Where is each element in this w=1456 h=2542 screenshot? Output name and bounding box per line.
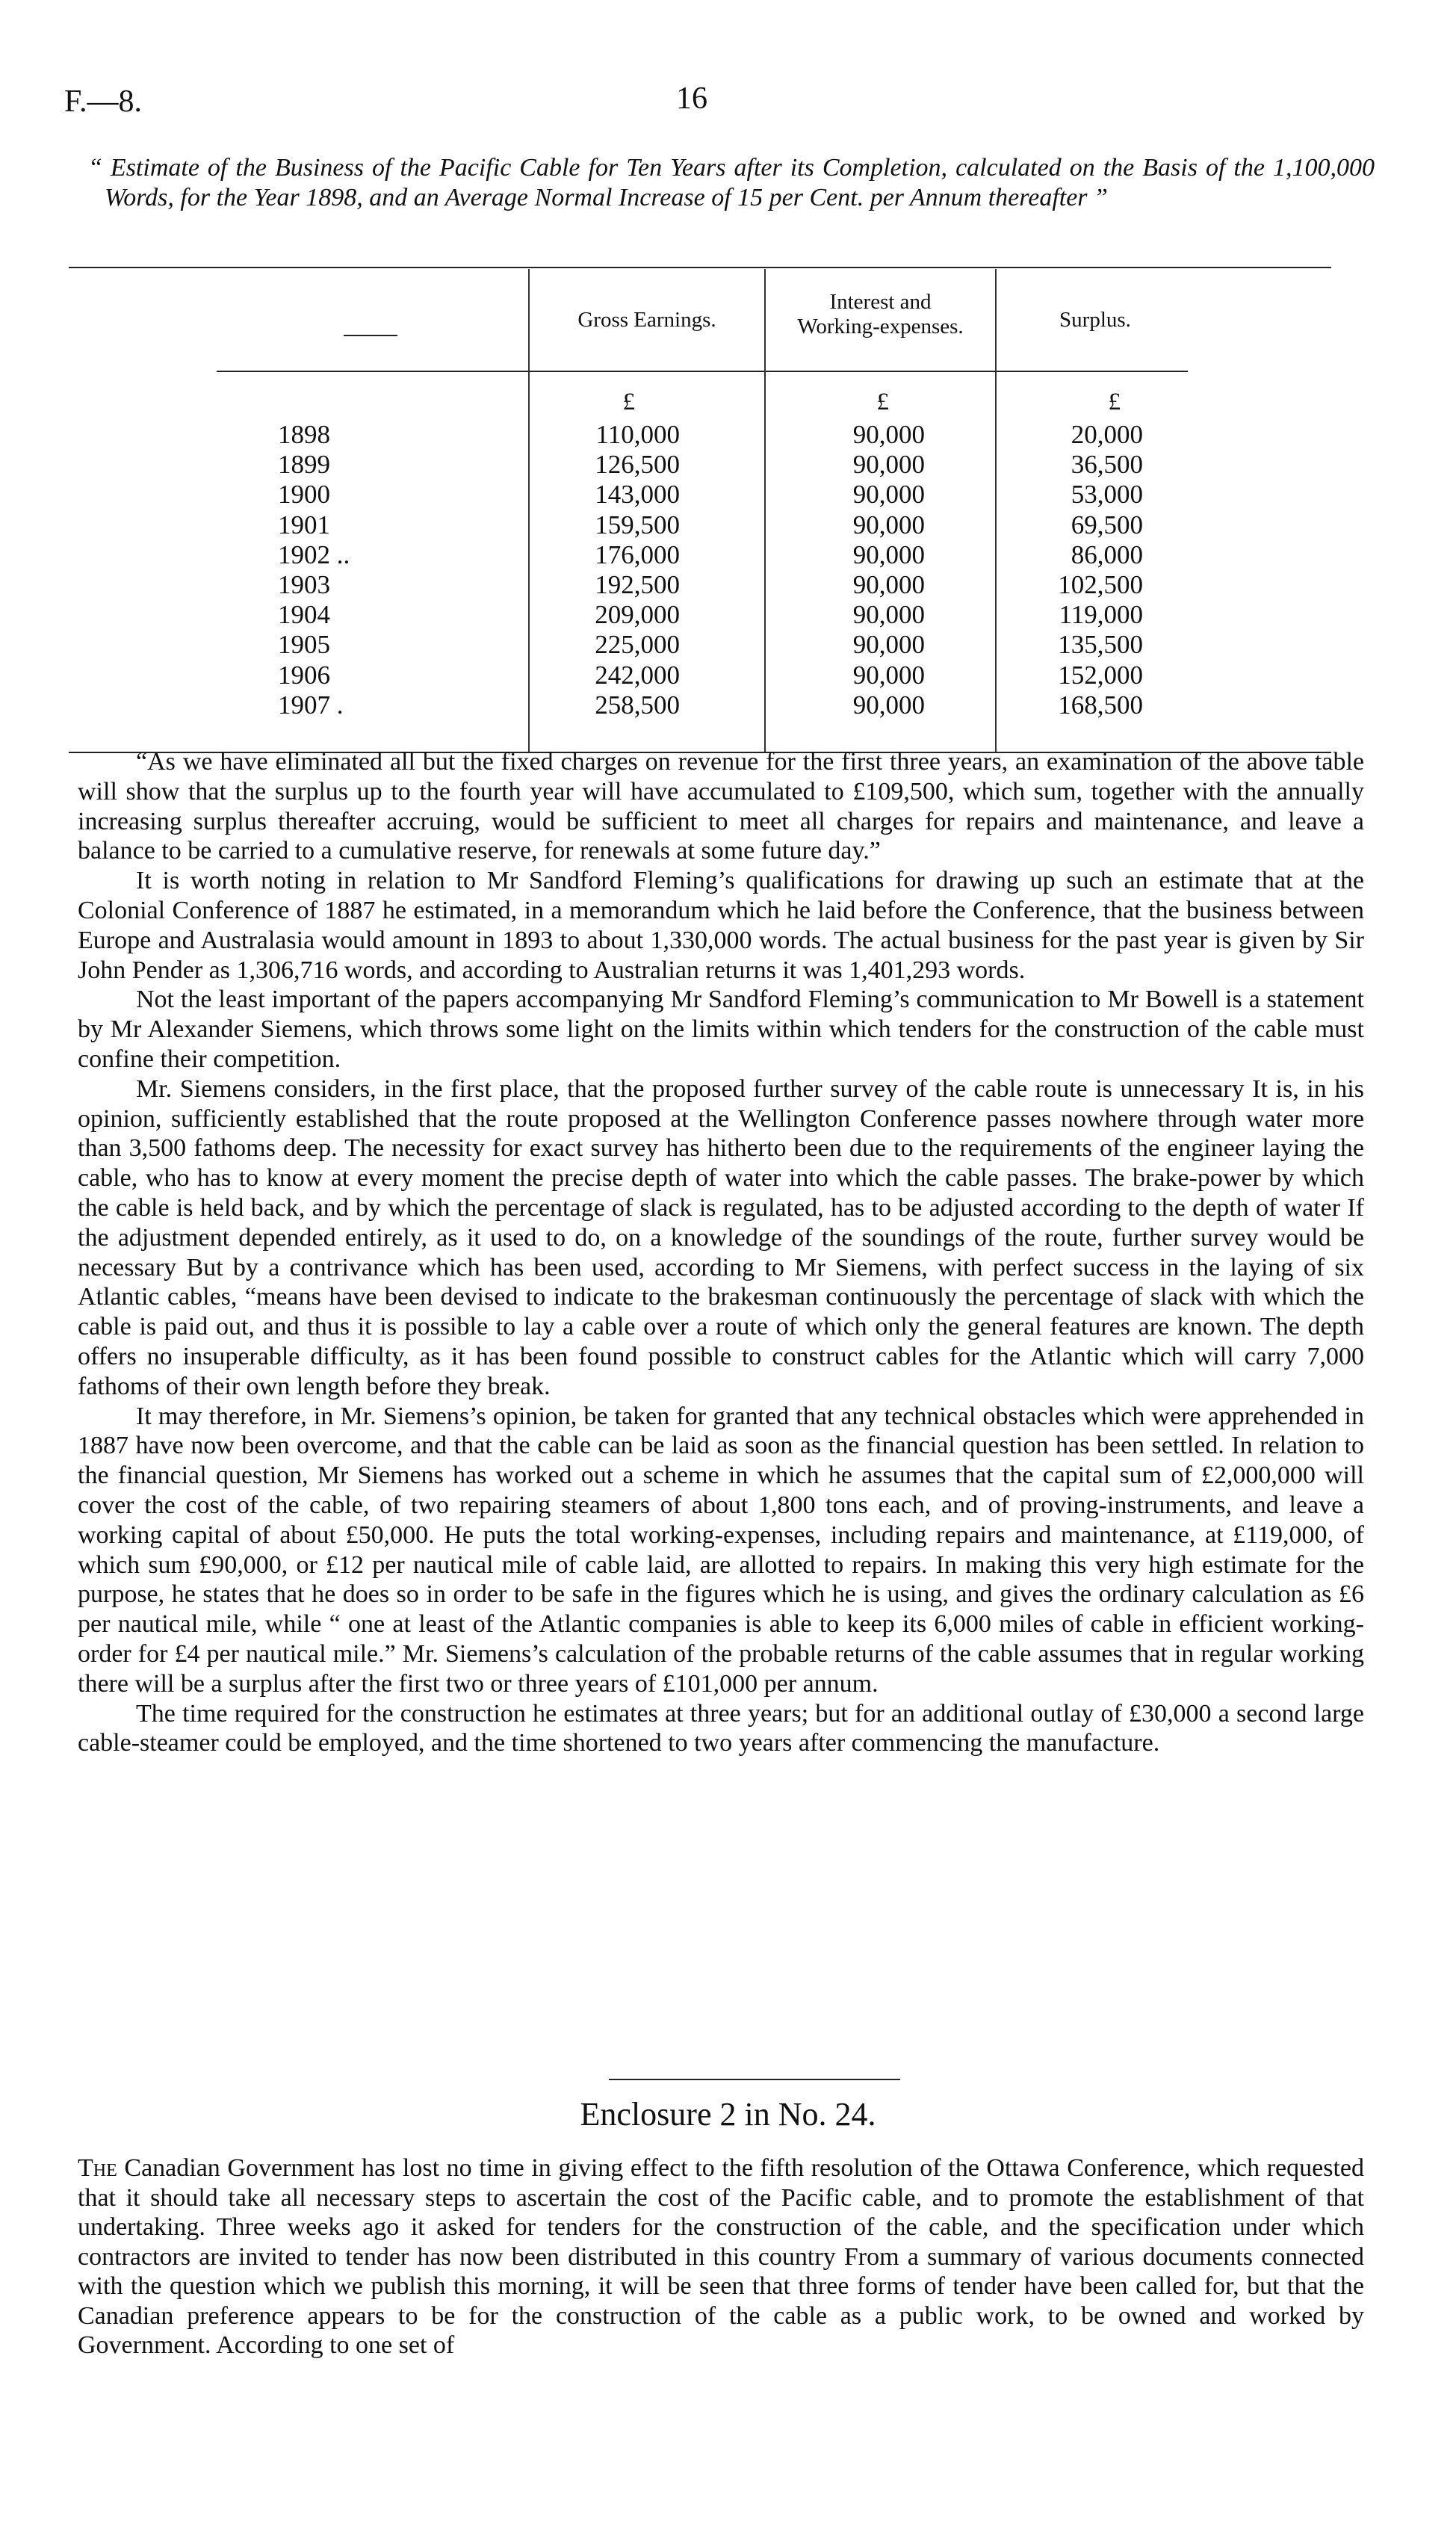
unit-surplus: £: [1108, 389, 1121, 415]
gross-cell: 242,000: [595, 660, 680, 690]
table-caption: “ Estimate of the Business of the Pacific Cable for Ten Years after its Completion, calculated on the Basis of the 1,100,000 Words, for the Year 1898, and an Average Normal Increase of 15 per Cent. per Annum thereafter ”: [88, 154, 1375, 211]
page-reference: F.—8.: [64, 84, 142, 119]
column-header-surplus: Surplus.: [1059, 308, 1131, 332]
gross-cell: 176,000: [595, 539, 680, 569]
column-header-interest-line2: Working-expenses.: [797, 315, 964, 338]
year-cell: 1905: [278, 630, 330, 660]
gross-cell: 225,000: [595, 630, 680, 660]
paragraph: It is worth noting in relation to Mr Sandford Fleming’s qualifications for drawing up such an estimate that at the Colonial Conference of 1887 he estimated, in a memorandum which he laid before the Conference, that the business between Europe and Australasia would amount in 1893 to about 1,330,000 words. The actual business for the past year is given by Sir John Pender as 1,306,716 words, and according to Australian returns it was 1,401,293 words.: [78, 867, 1364, 984]
interest-cell: 90,000: [852, 539, 925, 569]
enclosure-lead-word: The: [78, 2154, 117, 2182]
interest-cell: 90,000: [852, 690, 925, 720]
gross-cell: 159,500: [595, 510, 680, 539]
column-header-gross: Gross Earnings.: [577, 308, 716, 332]
year-cell: 1902 ..: [278, 539, 350, 569]
interest-cell: 90,000: [852, 450, 925, 480]
interest-cell: 90,000: [852, 510, 925, 539]
year-cell: 1907 .: [278, 690, 344, 720]
enclosure-text: [78, 2153, 1364, 2360]
year-cell: 1900: [278, 480, 330, 510]
surplus-cell: 119,000: [1059, 600, 1143, 630]
paragraph: Not the least important of the papers accompanying Mr Sandford Fleming’s communication to Mr Bowell is a statement by Mr Alexander Siemens, which throws some light on the limits within which tenders for the construction of the cable must confine their competition.: [78, 986, 1364, 1073]
table-header-rule: [217, 371, 1188, 372]
year-cell: 1903: [278, 570, 330, 600]
surplus-cell: 20,000: [1071, 420, 1143, 449]
gross-cell: 126,500: [595, 450, 680, 480]
unit-gross: £: [622, 389, 635, 415]
column-gross-earnings: [530, 420, 680, 720]
surplus-cell: 36,500: [1071, 450, 1143, 480]
year-cell: 1906: [278, 660, 330, 690]
surplus-cell: 69,500: [1071, 510, 1143, 539]
surplus-cell: 152,000: [1058, 660, 1143, 690]
paragraph: “As we have eliminated all but the fixed charges on revenue for the first three years, an examination of the above table will show that the surplus up to the fourth year will have accumulated to £109,500, which sum, together with the annually increasing surplus thereafter accruing, would be sufficient to meet all charges for repairs and maintenance, and leave a balance to be carried to a cumulative reserve, for renewals at some future day.”: [78, 748, 1364, 865]
surplus-cell: 135,500: [1058, 630, 1143, 660]
column-header-interest-line1: Interest and: [829, 290, 932, 314]
year-cell: 1904: [278, 600, 330, 630]
body-text: [78, 747, 1364, 1758]
interest-cell: 90,000: [852, 480, 925, 510]
enclosure-body: Canadian Government has lost no time in giving effect to the fifth resolution of the Ottawa Conference, which requested that it should take all necessary steps to ascertain the cost of the Pacific cable, and to promote the establishment of that undertaking. Three weeks ago it asked for tenders for the construction of the cable, and the specification under which contractors are invited to tender has now been distributed in this country From a summary of various documents connected with the question which we publish this morning, it will be seen that three forms of tender have been called for, but that the Canadian preference appears to be for the construction of the cable as a public work, to be owned and worked by Government. According to one set of: [78, 2154, 1365, 2359]
column-years: [278, 420, 390, 720]
table-top-rule: [69, 267, 1331, 268]
enclosure-title: Enclosure 2 in No. 24.: [580, 2096, 876, 2133]
gross-cell: 143,000: [595, 480, 680, 510]
year-cell: 1901: [278, 510, 330, 539]
year-cell: 1899: [278, 450, 330, 480]
interest-cell: 90,000: [852, 660, 925, 690]
interest-cell: 90,000: [852, 600, 925, 630]
year-cell: 1898: [278, 420, 330, 449]
surplus-cell: 86,000: [1071, 539, 1143, 569]
column-interest: [755, 420, 925, 720]
interest-cell: 90,000: [852, 630, 925, 660]
gross-cell: 209,000: [595, 600, 680, 630]
surplus-cell: 102,500: [1058, 570, 1143, 600]
interest-cell: 90,000: [852, 420, 925, 449]
section-separator: [609, 2079, 900, 2080]
gross-cell: 192,500: [595, 570, 680, 600]
empty-column-dash: [344, 335, 397, 336]
paragraph: Mr. Siemens considers, in the first place, that the proposed further survey of the cable route is unnecessary It is, in his opinion, sufficiently established that the route proposed at the Wellington Conference passes nowhere through water more than 3,500 fathoms deep. The necessity for exact survey has hitherto been due to the requirements of the engineer laying the cable, who has to know at every moment the precise depth of water into which the cable passes. The brake-power by which the cable is held back, and by which the percentage of slack is regulated, has to be adjusted according to the depth of water If the adjustment depended entirely, as it used to do, on a knowledge of the soundings of the route, further survey would be necessary But by a contrivance which has been used, according to Mr Siemens, with perfect success in the laying of six Atlantic cables, “means have been devised to indicate to the brakesman continuously the percentage of slack with which the cable is paid out, and thus it is possible to lay a cable over a route of which only the general features are known. The depth offers no insuperable difficulty, as it has been found possible to construct cables for the Atlantic which will carry 7,000 fathoms of their own length before they break.: [78, 1074, 1364, 1400]
table-column-divider: [528, 269, 530, 752]
paragraph: The time required for the construction he estimates at three years; but for an additional outlay of £30,000 a second large cable-steamer could be employed, and the time shortened to two years after commencing the manufacture.: [78, 1699, 1364, 1757]
unit-interest: £: [876, 389, 889, 415]
paragraph: It may therefore, in Mr. Siemens’s opinion, be taken for granted that any technical obstacles which were apprehended in 1887 have now been overcome, and that the cable can be laid as soon as the financial question has been settled. In relation to the financial question, Mr Siemens has worked out a scheme in which he assumes that the capital sum of £2,000,000 will cover the cost of the cable, of two repairing steamers of about 1,800 tons each, and of proving-instruments, and leave a working capital of about £50,000. He puts the total working-expenses, including repairs and maintenance, at £119,000, of which sum £90,000, or £12 per nautical mile of cable laid, are allotted to repairs. In making this very high estimate for the purpose, he states that he does so in order to be safe in the figures which he is using, and gives the ordinary calculation as £6 per nautical mile, while “ one at least of the Atlantic companies is able to keep its 6,000 miles of cable in efficient working-order for £4 per nautical mile.” Mr. Siemens’s calculation of the probable returns of the cable assumes that in regular working there will be a surplus after the first two or three years of £101,000 per annum.: [78, 1402, 1364, 1698]
surplus-cell: 168,500: [1058, 690, 1143, 720]
gross-cell: 110,000: [595, 420, 680, 449]
interest-cell: 90,000: [852, 570, 925, 600]
page-number: 16: [676, 81, 707, 116]
column-surplus: [971, 420, 1143, 720]
gross-cell: 258,500: [595, 690, 680, 720]
enclosure-paragraph: [78, 2153, 1364, 2360]
surplus-cell: 53,000: [1071, 480, 1143, 510]
